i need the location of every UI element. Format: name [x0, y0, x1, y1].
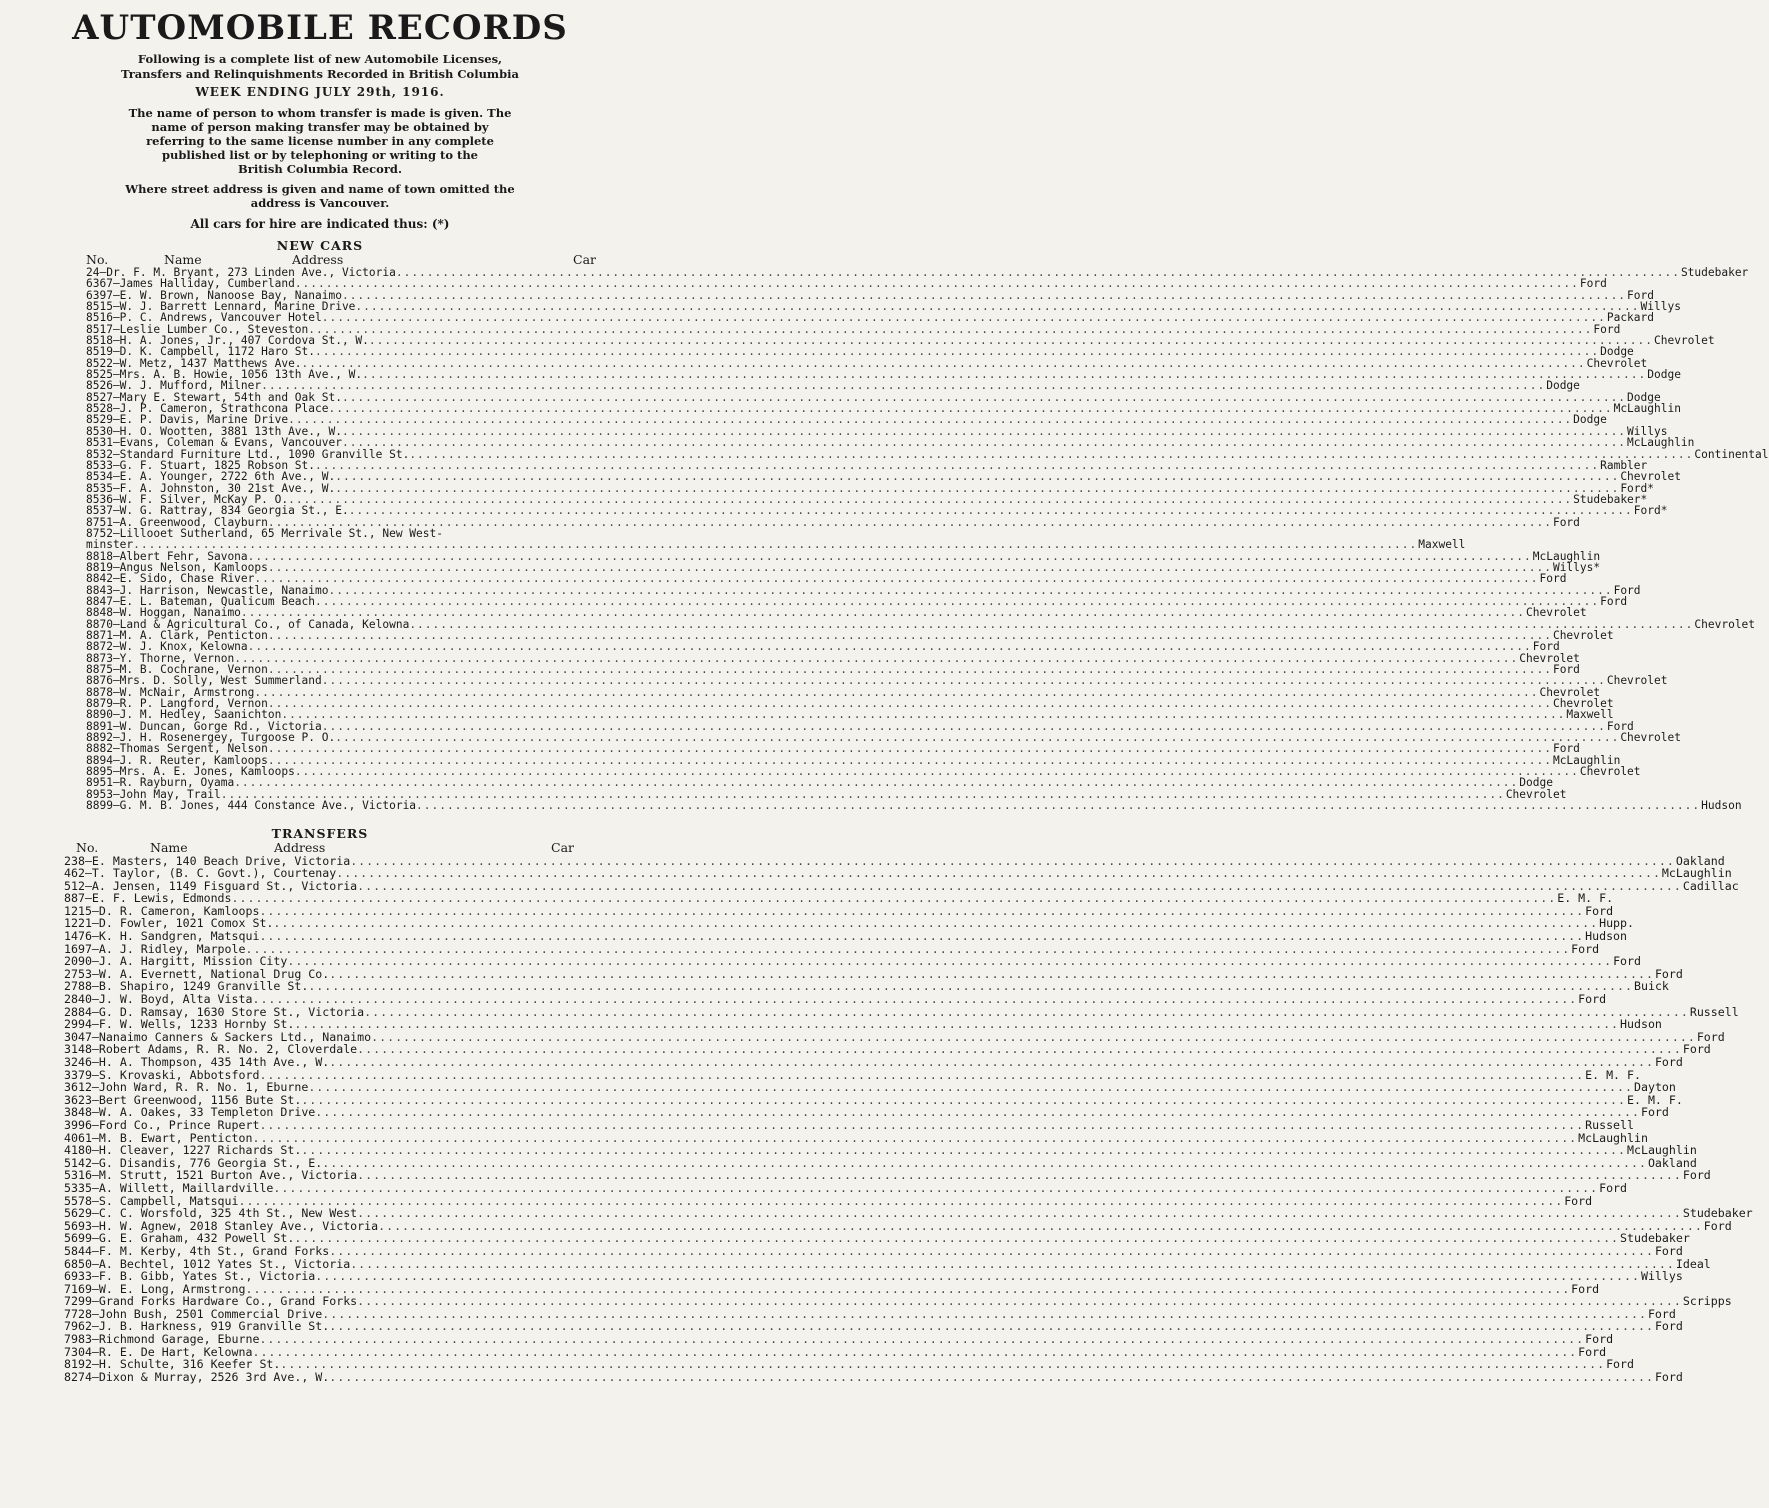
entry-text: 8537—W. G. Rattray, 834 Georgia St., E. — [86, 504, 349, 518]
entry-text: 8535—F. A. Johnston, 30 21st Ave., W. — [86, 481, 336, 495]
entry-text: 8848—W. Hoggan, Nanaimo — [86, 606, 241, 620]
entry-text: 8529—E. P. Davis, Marine Drive — [86, 413, 289, 427]
leader-dots — [294, 1018, 1619, 1031]
entry-text: 1476—K. H. Sandgren, Matsqui — [64, 929, 260, 944]
car-make: Ford — [1627, 288, 1654, 302]
entry-text: 2753—W. A. Evernett, National Drug Co. — [64, 966, 330, 981]
car-make: Scripps — [1682, 1294, 1732, 1309]
car-make: Ford — [1599, 1180, 1628, 1195]
car-make: Ford — [1696, 1029, 1725, 1044]
car-make: Studebaker* — [1573, 492, 1648, 506]
list-item — [64, 1357, 1634, 1372]
entry-text: 3148—Robert Adams, R. R. No. 2, Cloverdale — [64, 1042, 358, 1057]
list-item — [64, 1143, 1697, 1158]
entry-text: 8894—J. R. Reuter, Kamloops — [86, 753, 268, 767]
leader-dots — [280, 1358, 1605, 1371]
entry-text: 887—E. F. Lewis, Edmonds — [64, 891, 232, 906]
car-make: Hudson — [1585, 929, 1628, 944]
entry-text: 8525—Mrs. A. B. Howie, 1056 13th Ave., W. — [86, 368, 363, 382]
car-make: Ford — [1571, 1281, 1600, 1296]
car-make: E. M. F. — [1627, 1092, 1683, 1107]
car-make: Chevrolet — [1694, 617, 1756, 631]
entry-text: 8892—J. H. Rosenergey, Turgoose P. O. — [86, 731, 336, 745]
leader-dots — [357, 1295, 1682, 1308]
car-make: Dodge — [1519, 776, 1553, 790]
entry-text: 8531—Evans, Coleman & Evans, Vancouver — [86, 436, 342, 450]
car-make: Ford — [1640, 1105, 1669, 1120]
new-cars-heading: NEW CARS — [276, 238, 364, 253]
car-make: Ford — [1539, 572, 1567, 586]
col-name: Name — [164, 252, 202, 267]
car-make: Russell — [1689, 1004, 1739, 1019]
car-make: McLaughlin — [1532, 549, 1601, 563]
car-make: Chevrolet — [1552, 629, 1614, 642]
entry-text: 8519—D. K. Campbell, 1172 Haro St. — [86, 345, 316, 359]
leader-dots — [329, 1056, 1654, 1069]
entry-text: 8882—Thomas Sergent, Nelson — [86, 742, 268, 756]
entry-text: 5699—G. E. Graham, 432 Powell St. — [64, 1231, 295, 1246]
entry-text: 8528—J. P. Cameron, Strathcona Place — [86, 402, 329, 416]
note-line: referring to the same license number in any complete — [146, 134, 494, 148]
note-line: The name of person to whom transfer is made is given. The — [128, 106, 512, 120]
leader-dots — [133, 539, 1417, 550]
car-make: Buick — [1634, 979, 1669, 994]
car-make: Dodge — [1647, 368, 1681, 382]
car-make: Cadillac — [1682, 878, 1739, 893]
entry-text: minster — [86, 538, 134, 552]
leader-dots — [342, 437, 1626, 448]
list-item — [64, 1080, 1676, 1095]
car-make: Continental — [1694, 447, 1769, 461]
entry-text: 8515—W. J. Barrett Lennard, Marine Drive — [86, 300, 356, 314]
car-make: Hupp. — [1599, 916, 1634, 931]
list-item — [86, 470, 1681, 484]
car-make: McLaughlin — [1661, 866, 1732, 881]
entry-text: 2788—B. Shapiro, 1249 Granville St. — [64, 979, 309, 994]
leader-dots — [336, 867, 1661, 880]
entry-text: 24—Dr. F. M. Bryant, 273 Linden Ave., Victoria — [86, 266, 396, 279]
entry-text: 3848—W. A. Oakes, 33 Templeton Drive — [64, 1105, 316, 1120]
transfers-heading: TRANSFERS — [271, 825, 369, 841]
leader-dots — [329, 1245, 1654, 1258]
leader-dots — [254, 573, 1538, 584]
car-make: Ford — [1613, 583, 1641, 597]
intro-text — [14, 52, 626, 82]
car-make: Studebaker — [1680, 266, 1749, 279]
transfers-list — [14, 853, 1753, 1384]
car-make: E. M. F. — [1557, 891, 1614, 906]
list-item — [86, 436, 1695, 450]
leader-dots — [308, 1081, 1633, 1094]
entry-text: 8891—W. Duncan, Gorge Rd., Victoria — [86, 719, 322, 733]
car-make: Ford — [1552, 663, 1580, 677]
car-make: McLaughlin — [1552, 753, 1621, 767]
car-make: Chevrolet — [1606, 674, 1668, 688]
entry-text: 7983—Richmond Garage, Eburne — [64, 1332, 260, 1347]
car-make: Hudson — [1620, 1017, 1662, 1032]
leader-dots — [301, 1144, 1626, 1157]
note-line: address is Vancouver. — [250, 196, 390, 210]
list-item — [64, 929, 1628, 944]
transfer-note — [14, 106, 626, 176]
entry-text: 5844—F. M. Kerby, 4th St., Grand Forks — [64, 1243, 330, 1258]
street-note — [14, 182, 626, 210]
car-make: Rambler — [1600, 458, 1648, 472]
car-make: Maxwell — [1566, 708, 1614, 722]
transfers-column-header — [14, 841, 626, 855]
car-make: Ford — [1600, 594, 1628, 608]
list-item — [64, 954, 1641, 969]
list-item — [86, 640, 1560, 654]
car-make: Ford — [1654, 966, 1683, 981]
entry-text: 8871—M. A. Clark, Penticton — [86, 629, 268, 642]
note-line: published list or by telephoning or writing to the — [161, 148, 478, 162]
list-item — [64, 1117, 1635, 1132]
car-make: Ford — [1606, 719, 1634, 733]
car-make: Chevrolet — [1552, 697, 1614, 711]
leader-dots — [335, 471, 1619, 482]
entry-text: 7169—W. E. Long, Armstrong — [64, 1281, 246, 1296]
car-make: Chevrolet — [1519, 651, 1580, 665]
entry-text: 8536—W. F. Silver, McKay P. O. — [86, 492, 289, 506]
entry-text: 7728—John Bush, 2501 Commercial Drive — [64, 1306, 323, 1321]
leader-dots — [416, 800, 1700, 811]
hire-note: All cars for hire are indicated thus: (*) — [190, 217, 450, 231]
entry-text: 8518—H. A. Jones, Jr., 407 Cordova St., W. — [86, 334, 369, 348]
car-make: Ford — [1552, 515, 1580, 529]
list-item — [64, 1294, 1732, 1309]
car-make: Chevrolet — [1586, 356, 1648, 370]
car-make: McLaughlin — [1627, 436, 1695, 450]
car-make: Chevrolet — [1653, 334, 1715, 348]
car-make: Ford — [1579, 277, 1607, 291]
car-make: Ford* — [1633, 504, 1668, 518]
car-make: McLaughlin — [1578, 1130, 1648, 1145]
car-make: Chevrolet — [1620, 731, 1681, 745]
entry-text: 8751—A. Greenwood, Clayburn — [86, 515, 268, 529]
list-item — [64, 1017, 1662, 1032]
car-make: Ford — [1654, 1369, 1683, 1384]
leader-dots — [248, 641, 1532, 652]
entry-text: 8527—Mary E. Stewart, 54th and Oak St. — [86, 390, 342, 404]
entry-text: 5335—A. Willett, Maillardville — [64, 1180, 274, 1195]
col-car: Car — [573, 252, 596, 267]
leader-dots — [287, 955, 1612, 968]
car-make: Ford — [1682, 1168, 1711, 1183]
list-item — [86, 572, 1567, 586]
car-make: Ford — [1606, 1357, 1634, 1372]
car-make: Maxwell — [1418, 538, 1466, 552]
entry-text: 5629—C. C. Worsfold, 325 4th St., New West — [64, 1206, 358, 1221]
car-make: Ford — [1654, 1055, 1683, 1069]
car-make: Ford — [1703, 1218, 1732, 1233]
car-make: Ford — [1647, 1306, 1676, 1321]
list-item — [86, 799, 1742, 813]
entry-text: 8890—J. M. Hedley, Saanichton — [86, 708, 282, 722]
entry-text: 8818—Albert Fehr, Savona — [86, 549, 248, 563]
entry-text: 8872—W. J. Knox, Kelowna — [86, 640, 248, 654]
car-make: Oakland — [1647, 1155, 1697, 1170]
entry-text: 8951—R. Rayburn, Oyama — [86, 776, 235, 790]
entry-text: 5316—M. Strutt, 1521 Burton Ave., Victoria — [64, 1168, 358, 1183]
car-make: Willys — [1640, 1269, 1683, 1284]
car-make: Ford — [1682, 1042, 1711, 1057]
car-make: Ford — [1564, 1193, 1593, 1208]
car-make: Ford — [1532, 640, 1560, 654]
car-make: Ford — [1585, 903, 1614, 918]
entry-text: 6933—F. B. Gibb, Yates St., Victoria — [64, 1269, 316, 1284]
leader-dots — [329, 1371, 1654, 1384]
entry-text: 1697—A. J. Ridley, Marpole — [64, 941, 246, 956]
list-item — [64, 1332, 1614, 1347]
car-make: Chevrolet — [1579, 765, 1641, 779]
car-make: E. M. F. — [1585, 1067, 1641, 1082]
car-make: McLaughlin — [1613, 402, 1681, 416]
entry-text: 3612—John Ward, R. R. No. 1, Eburne — [64, 1080, 309, 1095]
leader-dots — [252, 993, 1577, 1006]
entry-text: 8534—E. A. Younger, 2722 6th Ave., W. — [86, 470, 336, 484]
list-item — [64, 1206, 1753, 1221]
leader-dots — [315, 1270, 1640, 1283]
entry-text: 5693—H. W. Agnew, 2018 Stanley Ave., Victoria — [64, 1218, 379, 1233]
leader-dots — [349, 505, 1633, 516]
car-make: Ford — [1585, 1332, 1614, 1347]
car-make: Ideal — [1675, 1256, 1711, 1271]
entry-text: 5578—S. Campbell, Matsqui — [64, 1193, 239, 1208]
col-name: Name — [150, 839, 188, 855]
entry-text: 8870—Land & Agricultural Co., of Canada, Kelowna — [86, 617, 410, 631]
car-make: Chevrolet — [1526, 606, 1587, 620]
col-no: No. — [86, 252, 109, 267]
car-make: Willys — [1640, 300, 1681, 314]
entry-text: 8876—Mrs. D. Solly, West Summerland — [86, 674, 322, 688]
entry-text: 6397—E. W. Brown, Nanoose Bay, Nanaimo — [86, 288, 342, 302]
entry-text: 3047—Nanaimo Canners & Sackers Ltd., Nanaimo — [64, 1029, 372, 1044]
note-line: British Columbia Record. — [238, 162, 402, 176]
car-make: Hudson — [1701, 799, 1742, 813]
leader-dots — [357, 1207, 1682, 1220]
entry-text: 8517—Leslie Lumber Co., Steveston — [86, 322, 309, 336]
car-make: Studebaker — [1620, 1231, 1690, 1246]
week-ending: WEEK ENDING JULY 29th, 1916. — [195, 85, 445, 99]
entry-text: 6850—A. Bechtel, 1012 Yates St., Victoria — [64, 1256, 351, 1271]
list-item — [86, 504, 1668, 518]
entry-text: 8875—M. B. Cochrane, Vernon — [86, 663, 268, 677]
leader-dots — [259, 1119, 1584, 1132]
new-cars-column-header — [14, 253, 626, 267]
entry-text: 7299—Grand Forks Hardware Co., Grand Forks — [64, 1294, 358, 1309]
note-line: name of person making transfer may be obtained by — [151, 120, 489, 134]
entry-text: 8899—G. M. B. Jones, 444 Constance Ave., Victoria — [86, 799, 417, 813]
entry-text: 8533—G. F. Stuart, 1825 Robson St. — [86, 458, 316, 472]
list-item — [64, 992, 1607, 1007]
entry-text: 2994—F. W. Wells, 1233 Hornby St. — [64, 1017, 295, 1032]
entry-text: 8526—W. J. Mufford, Milner — [86, 379, 262, 393]
car-make: Ford — [1654, 1319, 1683, 1334]
leader-dots — [259, 1333, 1584, 1346]
col-address: Address — [274, 839, 326, 855]
page-title: AUTOMOBILE RECORDS — [72, 8, 568, 48]
car-make: Dodge — [1573, 413, 1607, 427]
car-make: Studebaker — [1682, 1206, 1753, 1221]
entry-text: 8878—W. McNair, Armstrong — [86, 685, 255, 699]
entry-text: 3379—S. Krovaski, Abbotsford — [64, 1067, 260, 1082]
entry-text: 8819—Angus Nelson, Kamloops — [86, 560, 268, 574]
col-address: Address — [292, 252, 344, 267]
entry-text: 8847—E. L. Bateman, Qualicum Beach — [86, 594, 316, 608]
car-make: Chevrolet — [1539, 685, 1601, 699]
entry-text: 8522—W. Metz, 1437 Matthews Ave. — [86, 356, 302, 370]
list-item — [64, 1243, 1683, 1258]
entry-text: 8532—Standard Furniture Ltd., 1090 Granville St. — [86, 447, 410, 461]
col-car: Car — [551, 839, 574, 855]
car-make: McLaughlin — [1627, 1143, 1697, 1158]
car-make: Willys* — [1552, 560, 1601, 574]
entry-text: 4061—M. B. Ewart, Penticton — [64, 1130, 253, 1145]
car-make: Ford* — [1620, 481, 1654, 495]
entry-text: 1215—D. R. Cameron, Kamloops — [64, 903, 260, 918]
car-make: Ford — [1613, 954, 1641, 969]
list-item — [64, 866, 1732, 881]
entry-text: 3623—Bert Greenwood, 1156 Bute St. — [64, 1092, 302, 1107]
entry-text: 3996—Ford Co., Prince Rupert — [64, 1117, 260, 1132]
entry-text: 8842—E. Sido, Chase River — [86, 572, 255, 586]
entry-text: 1221—D. Fowler, 1021 Comox St. — [64, 916, 274, 931]
entry-text: 2090—J. A. Hargitt, Mission City — [64, 954, 288, 969]
leader-dots — [232, 892, 1557, 905]
leader-dots — [268, 517, 1552, 528]
entry-text: 6367—James Halliday, Cumberland — [86, 277, 295, 291]
car-make: Willys — [1627, 424, 1668, 438]
car-make: Packard — [1606, 311, 1654, 325]
entry-text: 8895—Mrs. A. E. Jones, Kamloops — [86, 765, 295, 779]
entry-text: 8530—H. O. Wootten, 3881 13th Ave., W. — [86, 424, 342, 438]
entry-text: 2840—J. W. Boyd, Alta Vista — [64, 992, 253, 1007]
entry-text: 4180—H. Cleaver, 1227 Richards St. — [64, 1143, 302, 1158]
car-make: Ford — [1593, 322, 1621, 336]
note-line: Where street address is given and name of town omitted the — [125, 182, 515, 196]
entry-text: 512—A. Jensen, 1149 Fisguard St., Victoria — [64, 878, 358, 893]
entry-text: 3246—H. A. Thompson, 435 14th Ave., W. — [64, 1055, 330, 1069]
list-item — [64, 891, 1614, 906]
entry-text: 7962—J. B. Harkness, 919 Granville St. — [64, 1319, 330, 1334]
entry-text: 8192—H. Schulte, 316 Keefer St. — [64, 1357, 281, 1372]
intro-line: Transfers and Relinquishments Recorded in British Columbia — [121, 67, 519, 81]
list-item — [86, 606, 1587, 620]
entry-text: 8953—John May, Trail — [86, 787, 221, 801]
list-item — [86, 538, 1466, 552]
car-make: Chevrolet — [1620, 470, 1681, 484]
car-make: Ford — [1654, 1243, 1683, 1258]
car-make: Ford — [1571, 941, 1600, 956]
car-make: Dodge — [1546, 379, 1580, 393]
entry-text: 8274—Dixon & Murray, 2526 3rd Ave., W. — [64, 1369, 330, 1384]
list-item — [86, 277, 1607, 291]
entry-text: 5142—G. Disandis, 776 Georgia St., E. — [64, 1155, 323, 1170]
car-make: Chevrolet — [1505, 787, 1567, 801]
entry-text: 2884—G. D. Ramsay, 1630 Store St., Victoria — [64, 1004, 365, 1019]
car-make: Dodge — [1600, 345, 1634, 359]
entry-text: 8873—Y. Thorne, Vernon — [86, 651, 235, 665]
list-item — [64, 1369, 1683, 1384]
car-make: Ford — [1552, 742, 1580, 756]
entry-text: 8752—Lillooet Sutherland, 65 Merrivale St., New West- — [86, 526, 443, 540]
list-item — [64, 1180, 1628, 1195]
car-make: Ford — [1578, 1344, 1607, 1359]
leader-dots — [241, 607, 1525, 618]
car-make: Dayton — [1634, 1080, 1676, 1095]
leader-dots — [295, 278, 1579, 289]
list-item — [64, 1055, 1683, 1069]
leader-dots — [273, 1182, 1598, 1195]
car-make: Ford — [1578, 992, 1607, 1007]
entry-text: 8843—J. Harrison, Newcastle, Nanaimo — [86, 583, 329, 597]
entry-text: 8879—R. P. Langford, Vernon — [86, 697, 268, 711]
col-no: No. — [76, 839, 99, 855]
leader-dots — [259, 930, 1584, 943]
new-cars-list — [14, 266, 1769, 813]
entry-text: 238—E. Masters, 140 Beach Drive, Victoria — [64, 853, 351, 868]
entry-text: 8516—P. C. Andrews, Vancouver Hotel — [86, 311, 322, 325]
entry-text: 462—T. Taylor, (B. C. Govt.), Courtenay — [64, 866, 337, 881]
car-make: Dodge — [1627, 390, 1661, 404]
car-make: Russell — [1585, 1117, 1635, 1132]
intro-line: Following is a complete list of new Automobile Licenses, — [137, 52, 503, 66]
list-item — [64, 1269, 1683, 1284]
entry-text: 7304—R. E. De Hart, Kelowna — [64, 1344, 253, 1359]
car-make: Oakland — [1675, 853, 1725, 868]
